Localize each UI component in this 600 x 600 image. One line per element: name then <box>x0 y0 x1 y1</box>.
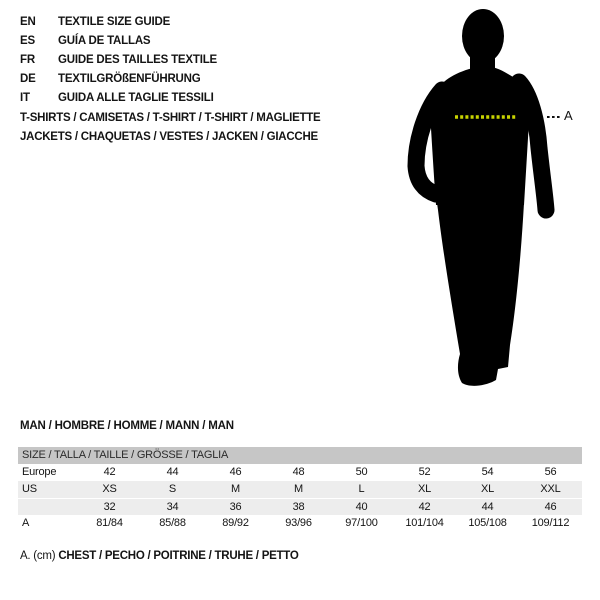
language-title: GUÍA DE TALLAS <box>58 35 151 47</box>
row-label <box>18 499 78 515</box>
size-table <box>18 447 582 532</box>
language-row-es <box>20 32 217 51</box>
size-table-header: SIZE / TALLA / TAILLE / GRÖSSE / TAGLIA <box>18 447 582 464</box>
measure-label-a: A <box>564 108 573 123</box>
size-cell: M <box>294 483 303 495</box>
section-title-man: MAN / HOMBRE / HOMME / MANN / MAN <box>20 420 234 432</box>
category-line-tshirts: T-SHIRTS / CAMISETAS / T-SHIRT / T-SHIRT / MAGLIETTE <box>20 112 321 124</box>
size-cell: S <box>168 483 177 495</box>
size-cell: 81/84 <box>96 517 123 529</box>
language-code: EN <box>20 16 36 28</box>
size-cell: XL <box>417 483 432 495</box>
size-cell: 50 <box>355 466 368 478</box>
language-row-en <box>20 13 217 32</box>
size-cell: 46 <box>229 466 242 478</box>
category-line-jackets: JACKETS / CHAQUETAS / VESTES / JACKEN / GIACCHE <box>20 131 318 143</box>
row-label: Europe <box>22 466 57 478</box>
language-code: IT <box>20 92 30 104</box>
size-cell: 40 <box>355 501 368 513</box>
size-cell: 54 <box>481 466 494 478</box>
man-silhouette-svg <box>400 0 600 400</box>
language-row-fr <box>20 51 217 70</box>
size-cell: 56 <box>544 466 557 478</box>
footnote-chest <box>20 550 299 562</box>
legs-shape <box>437 203 524 386</box>
footnote-prefix: A. (cm) <box>20 550 56 562</box>
size-cell: 44 <box>166 466 179 478</box>
size-cell: XS <box>102 483 117 495</box>
size-cell: M <box>231 483 240 495</box>
size-cell: XL <box>480 483 495 495</box>
size-cell: 85/88 <box>159 517 186 529</box>
size-cell: 46 <box>544 501 557 513</box>
language-title: GUIDA ALLE TAGLIE TESSILI <box>58 92 214 104</box>
size-cell: 105/108 <box>468 517 507 529</box>
row-label: A <box>22 517 30 529</box>
size-cell: 48 <box>292 466 305 478</box>
size-cell: 34 <box>166 501 179 513</box>
language-list <box>20 13 217 108</box>
size-cell: 38 <box>292 501 305 513</box>
category-lines <box>20 109 320 147</box>
language-title: TEXTILGRÖßENFÜHRUNG <box>58 73 201 85</box>
table-row-us <box>18 481 582 498</box>
size-cell: 42 <box>418 501 431 513</box>
language-code: DE <box>20 73 36 85</box>
silhouette-shapes <box>416 9 546 386</box>
size-cell: 42 <box>103 466 116 478</box>
size-cell: 32 <box>103 501 116 513</box>
size-cell: XXL <box>540 483 561 495</box>
table-row-uk <box>18 498 582 515</box>
size-cell: 36 <box>229 501 242 513</box>
language-row-it <box>20 89 217 108</box>
table-row-europe <box>18 464 582 481</box>
table-row-chest-cm <box>18 515 582 532</box>
language-title: GUIDE DES TAILLES TEXTILE <box>58 54 217 66</box>
size-cell: 97/100 <box>345 517 378 529</box>
man-silhouette-figure <box>400 0 600 400</box>
language-row-de <box>20 70 217 89</box>
row-label: US <box>22 483 37 495</box>
language-code: ES <box>20 35 35 47</box>
size-cell: 101/104 <box>405 517 444 529</box>
size-cell: 89/92 <box>222 517 249 529</box>
size-cell: 52 <box>418 466 431 478</box>
size-cell: 93/96 <box>285 517 312 529</box>
size-cell: 109/112 <box>531 517 570 529</box>
language-title: TEXTILE SIZE GUIDE <box>58 16 171 28</box>
size-cell: 44 <box>481 501 494 513</box>
language-code: FR <box>20 54 35 66</box>
footnote-label: CHEST / PECHO / POITRINE / TRUHE / PETTO <box>58 550 299 562</box>
size-cell: L <box>358 483 365 495</box>
